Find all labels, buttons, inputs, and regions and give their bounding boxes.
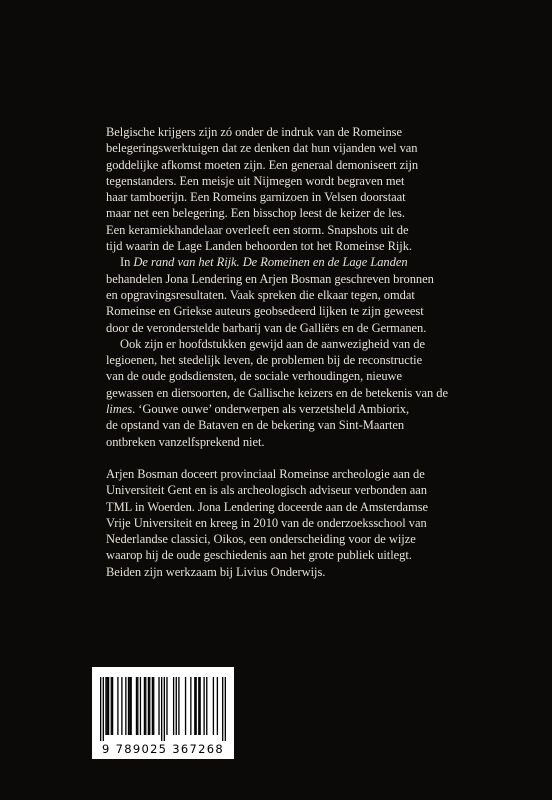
text-line: en opgravingsresultaten. Vaak spreken die elkaar tegen, omdat (106, 287, 415, 302)
barcode-bar (225, 677, 226, 741)
text-line: goddelijke afkomst moeten zijn. Een generaal demoniseert zijn (106, 157, 419, 172)
barcode-bar (190, 677, 191, 735)
text-line: gewassen en diersoorten, de Gallische keizers en de betekenis van de (106, 385, 448, 400)
barcode-bar (152, 677, 153, 735)
back-cover-text (106, 124, 482, 580)
barcode-bar (149, 677, 150, 735)
barcode-bar (131, 677, 132, 735)
text-line: Nederlandse classici, Oikos, een onderscheiding voor de wijze (106, 532, 416, 547)
text-line: waarop hij de oude geschiedenis aan het grote publiek uitlegt. (106, 548, 412, 563)
barcode-bar (161, 677, 162, 741)
text-line: legioenen, het stedelijk leven, de problemen bij de reconstructie (106, 353, 423, 368)
author-bio (106, 466, 482, 580)
text-line: belegeringswerktuigen dat ze denken dat hun vijanden wel van (106, 141, 418, 156)
barcode-bar (100, 677, 101, 741)
barcode-bar (148, 677, 149, 735)
book-title: De rand van het Rijk. De Romeinen en de Lage Landen (133, 255, 408, 270)
isbn-number: 9 789025 367268 (102, 742, 224, 756)
barcode-bar (164, 677, 165, 741)
barcode-bar (112, 677, 113, 735)
barcode-bar (153, 677, 154, 735)
barcode-bar (117, 677, 118, 735)
barcode-bar (185, 677, 186, 735)
barcode-bar (144, 677, 145, 735)
barcode-bar (137, 677, 138, 735)
barcode-bar (198, 677, 199, 735)
barcode-bar (140, 677, 141, 735)
barcode-bar (145, 677, 146, 735)
text-line: Arjen Bosman doceert provinciaal Romeinse archeologie aan de (106, 466, 425, 481)
barcode-bar (128, 677, 129, 735)
barcode-bar (195, 677, 196, 735)
blurb-paragraph-1 (106, 124, 482, 254)
limes-term: limes (106, 402, 133, 417)
barcode-bar (199, 677, 200, 735)
barcode-bar (178, 677, 179, 735)
paragraph-spacer (106, 450, 482, 466)
text-line: Universiteit Gent en is als archeologisch adviseur verbonden aan (106, 483, 428, 498)
text-line: Beiden zijn werkzaam bij Livius Onderwijs. (106, 564, 326, 579)
barcode-bar (203, 677, 204, 735)
text-line: door de veronderstelde barbarij van de Galliërs en de Germanen. (106, 320, 427, 335)
barcode-bar (108, 677, 109, 735)
barcode-bar (206, 677, 207, 735)
barcode-bar (194, 677, 195, 735)
text-line: Een keramiekhandelaar overleeft een storm. Snapshots uit de (106, 222, 409, 237)
barcode-bar (129, 677, 130, 735)
text-line: ontbreken vanzelfsprekend niet. (106, 434, 265, 449)
text-line: Belgische krijgers zijn zó onder de indruk van de Romeinse (106, 125, 402, 139)
text-line: behandelen Jona Lendering en Arjen Bosman geschreven bronnen (106, 271, 434, 286)
text-line: Romeinse en Griekse auteurs geobsedeerd lijken te zijn geweest (106, 304, 424, 319)
barcode-bar (111, 677, 112, 735)
text-line (106, 254, 482, 270)
barcode-bar (176, 677, 177, 735)
text-line (106, 401, 482, 417)
barcode-bar (158, 677, 159, 735)
barcode-bar (166, 677, 167, 735)
barcode-bar (173, 677, 174, 735)
barcode-bar (105, 677, 106, 735)
text-line: Vrije Universiteit en kreeg in 2010 van de onderzoeksschool van (106, 515, 427, 530)
text-line: Ook zijn er hoofdstukken gewijd aan de aanwezigheid van de (120, 336, 425, 351)
text-line: haar tamboerijn. Een Romeins garnizoen in Velsen doorstaat (106, 190, 406, 205)
text-line: TML in Woerden. Jona Lendering doceerde aan de Amsterdamse (106, 499, 429, 514)
text-fragment: In (120, 255, 131, 270)
text-line: tijd waarin de Lage Landen behoorden tot het Romeinse Rijk. (106, 239, 412, 254)
text-line: van de oude godsdiensten, de sociale verhoudingen, nieuwe (106, 369, 403, 384)
text-line: tegenstanders. Een meisje uit Nijmegen wordt begraven met (106, 173, 405, 188)
barcode-bar (103, 677, 104, 741)
blurb-paragraph-3 (106, 336, 482, 450)
barcode-bar (222, 677, 223, 741)
text-fragment: . ‘Gouwe ouwe’ onderwerpen als verzetsheld Ambiorix, (132, 402, 410, 417)
blurb-paragraph-2 (106, 254, 482, 335)
barcode-bar (125, 677, 126, 735)
text-line: de opstand van de Bataven en de bekering van Sint-Maarten (106, 418, 405, 433)
barcode-bars (100, 677, 226, 741)
barcode-bar (121, 677, 122, 735)
text-line: maar net een belegering. Een bisschop leest de keizer de les. (106, 206, 405, 221)
barcode-bar (136, 677, 137, 735)
barcode (92, 667, 234, 759)
barcode-bar (217, 677, 218, 735)
barcode-bar (107, 677, 108, 735)
barcode-bar (213, 677, 214, 735)
